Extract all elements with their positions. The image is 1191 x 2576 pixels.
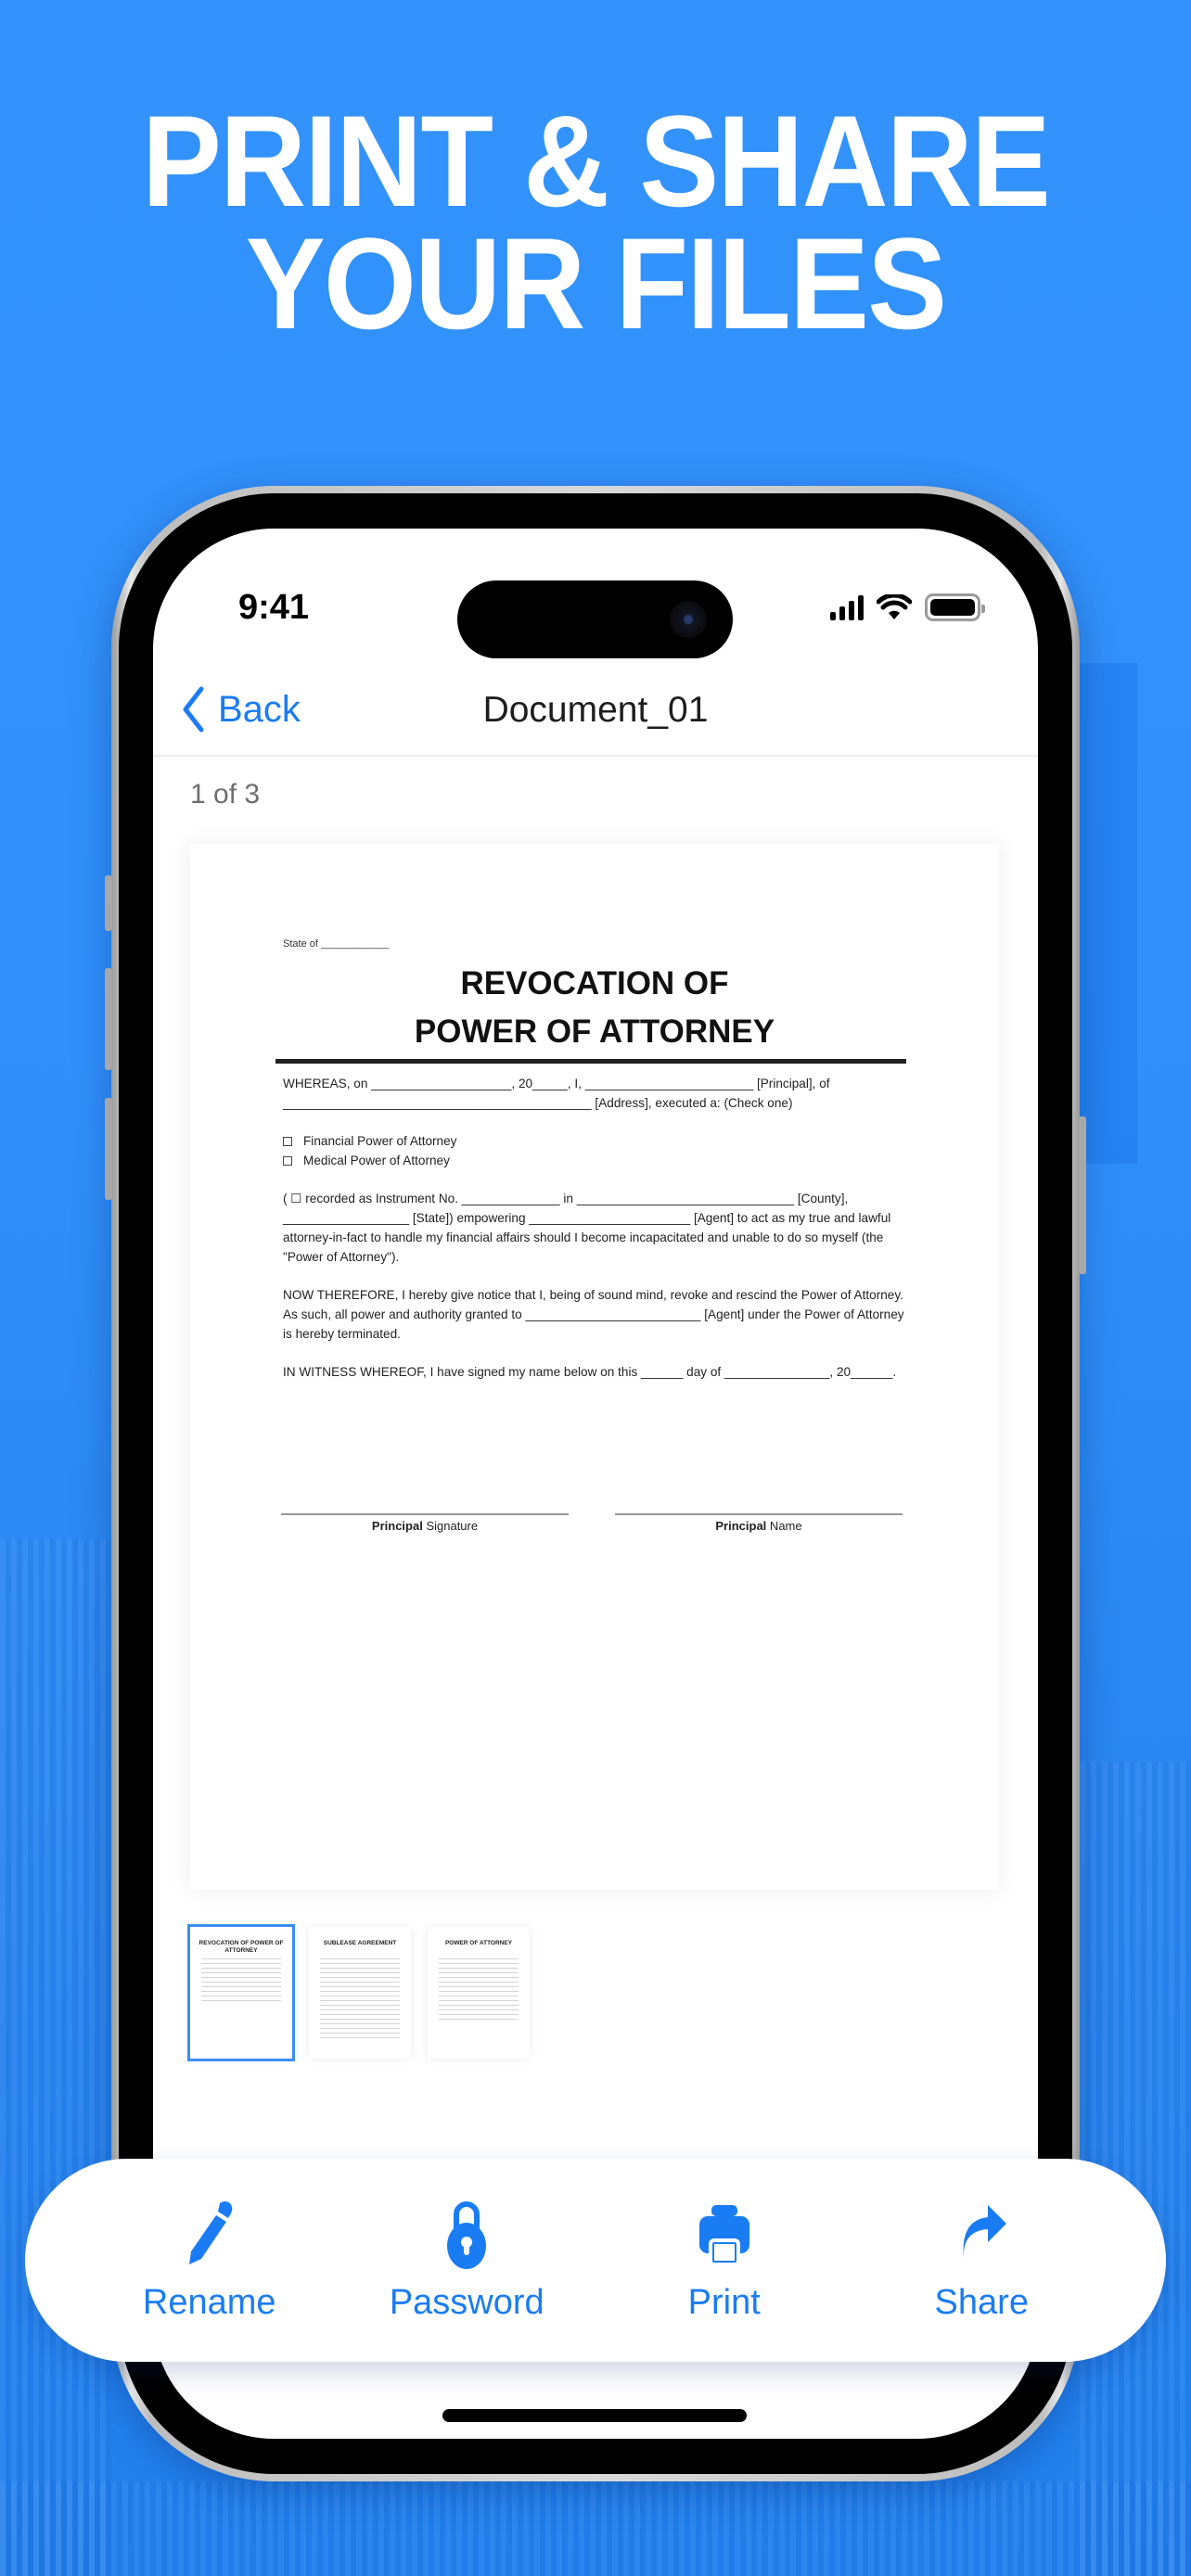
background-floor-texture <box>0 1539 111 2576</box>
doc-checkbox-medical: Medical Power of Attorney <box>283 1151 914 1170</box>
camera-icon <box>670 601 707 638</box>
doc-divider <box>275 1059 906 1064</box>
home-indicator[interactable] <box>442 2409 747 2422</box>
doc-heading-line-1: REVOCATION OF <box>460 965 729 1001</box>
share-label: Share <box>934 2283 1029 2322</box>
wifi-icon <box>877 594 912 620</box>
phone-volume-down-button <box>105 1098 112 1200</box>
thumbnail-page-1[interactable]: REVOCATION OF POWER OF ATTORNEY <box>190 1927 292 2059</box>
background-floor-texture-bottom <box>0 2481 1191 2576</box>
doc-checkbox-financial: Financial Power of Attorney <box>283 1131 914 1151</box>
doc-paragraph-recorded: ( ☐ recorded as Instrument No. ______________ in _______________________________ [County], __________________ [State]) empowering _______________________ [Agent] to act as my true and lawful attorney-in-fact to handle my financial affairs should I become incapacitated and unable to do so myself (the "Power of Attorney"). <box>283 1192 891 1264</box>
rename-button[interactable] <box>108 2198 312 2323</box>
lock-icon <box>434 2198 499 2270</box>
thumbnail-page-3[interactable]: POWER OF ATTORNEY <box>428 1927 530 2059</box>
doc-paragraph-whereas: WHEREAS, on ____________________, 20_____, I, ________________________ [Principal], of ____________________________________________ [Address], executed a: (Check one) <box>283 1077 830 1110</box>
phone-screen <box>153 529 1038 2439</box>
headline-line-1: PRINT & SHARE <box>142 88 1049 234</box>
navigation-bar <box>153 677 1038 757</box>
status-icons <box>830 593 980 621</box>
status-time: 9:41 <box>238 588 310 627</box>
cellular-signal-icon <box>830 594 864 620</box>
doc-body <box>283 1074 914 1400</box>
document-page-preview[interactable] <box>190 844 999 1890</box>
doc-state-line: State of ____________ <box>283 938 390 950</box>
background-window-frame <box>1080 663 1137 1164</box>
doc-heading <box>190 960 999 1056</box>
phone-action-button <box>105 875 112 931</box>
headline-line-2: YOUR FILES <box>245 210 946 356</box>
phone-power-button <box>1079 1116 1086 1274</box>
marketing-headline <box>47 88 1143 356</box>
phone-volume-up-button <box>105 968 112 1070</box>
printer-icon <box>692 2198 757 2270</box>
doc-heading-line-2: POWER OF ATTORNEY <box>414 1014 775 1050</box>
dynamic-island <box>457 580 733 658</box>
battery-icon <box>925 593 980 621</box>
password-button[interactable] <box>365 2198 569 2323</box>
doc-paragraph-witness: IN WITNESS WHEREOF, I have signed my name below on this ______ day of _______________, 20______. <box>283 1365 897 1379</box>
page-indicator: 1 of 3 <box>190 779 261 810</box>
page-thumbnails <box>190 1927 530 2059</box>
print-button[interactable] <box>622 2198 826 2323</box>
password-label: Password <box>389 2283 544 2322</box>
back-label: Back <box>218 688 301 730</box>
doc-name-field: Principal Name <box>615 1513 903 1533</box>
document-action-bar <box>25 2159 1166 2362</box>
doc-signature-field: Principal Signature <box>281 1513 569 1533</box>
doc-paragraph-now-therefore: NOW THEREFORE, I hereby give notice that I, being of sound mind, revoke and rescind the Power of Attorney. As such, all power and authority granted to _________________________ [Agent] under the Power of Attorney is hereby terminated. <box>283 1288 904 1341</box>
share-button[interactable] <box>879 2198 1083 2323</box>
print-label: Print <box>687 2283 761 2322</box>
document-title: Document_01 <box>482 690 709 730</box>
pencil-icon <box>177 2198 242 2270</box>
thumbnail-page-2[interactable]: SUBLEASE AGREEMENT <box>309 1927 411 2059</box>
share-arrow-icon <box>949 2198 1014 2270</box>
rename-label: Rename <box>142 2283 276 2322</box>
